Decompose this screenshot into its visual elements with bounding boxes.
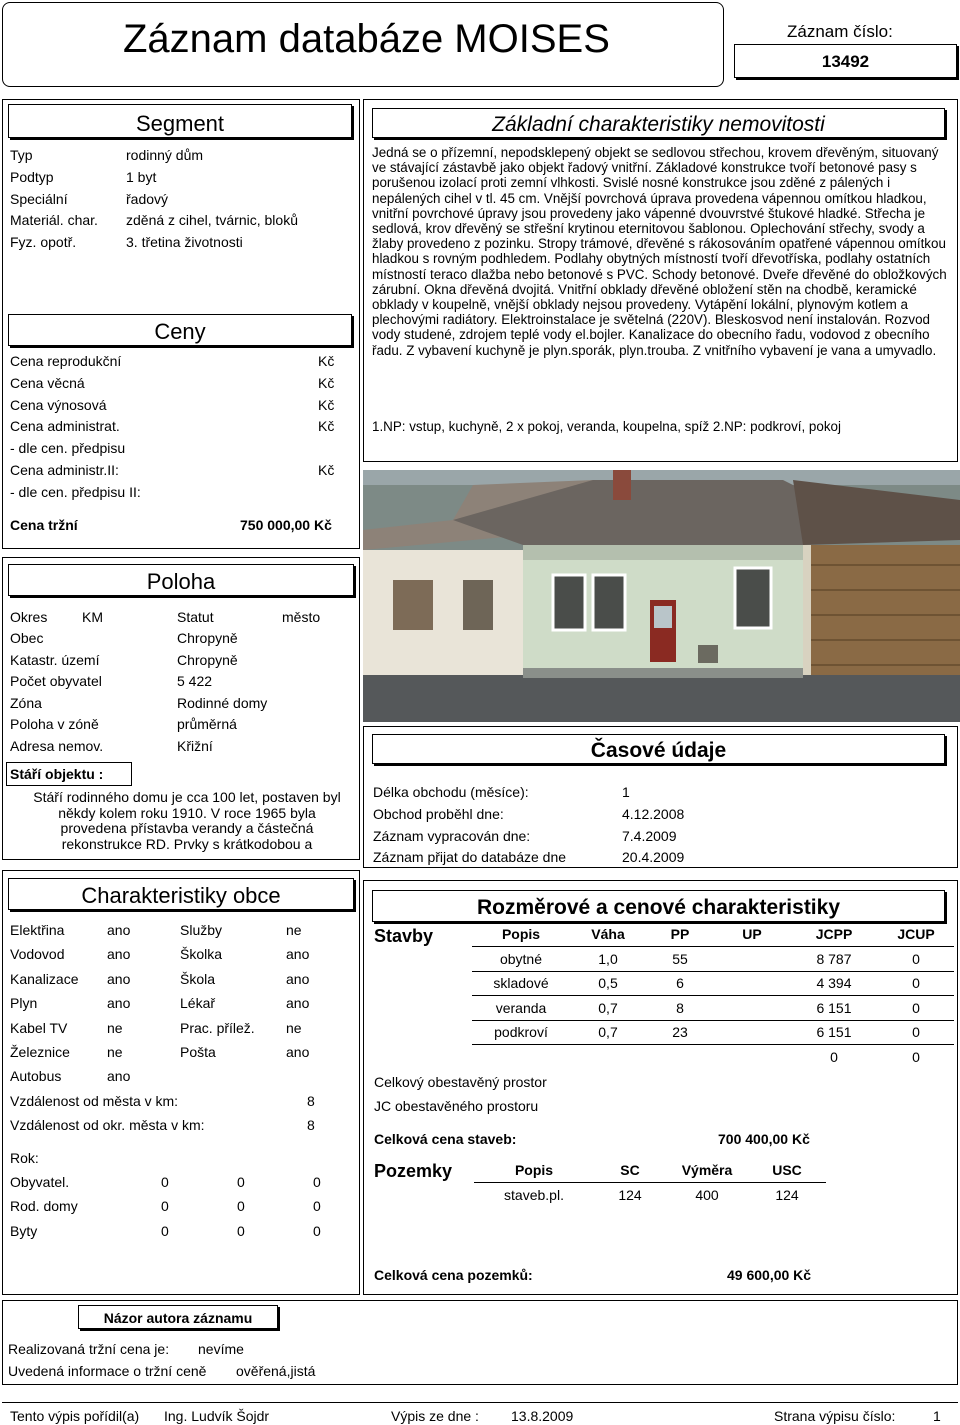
footer-page: 1	[933, 1408, 941, 1424]
price-row-label: Cena reprodukční	[10, 353, 122, 369]
price-row-label: Cena administr.II:	[10, 462, 119, 478]
stats-row-value: 0	[237, 1198, 245, 1215]
total-buildings-price-label: Celková cena staveb:	[374, 1131, 517, 1147]
table-cell: staveb.pl.	[474, 1183, 594, 1208]
price-info-value: ověřená,jistá	[236, 1363, 316, 1379]
segment-row-label: Fyz. opotř.	[10, 234, 77, 251]
age-text: Stáří rodinného domu je cca 100 let, postaven byl někdy kolem roku 1910. V roce 1965 byla provedena přístavba verandy a částečná rekonstrukce RD. Prvky s krátkodobou a	[33, 789, 341, 852]
buildings-table-header	[472, 922, 954, 947]
table-cell: 0,7	[570, 1020, 646, 1045]
price-row-currency: Kč	[318, 418, 335, 435]
table-header-cell: PP	[670, 926, 690, 942]
municipality-row-label: Škola	[180, 970, 216, 987]
table-cell: veranda	[472, 996, 570, 1021]
table-cell	[714, 996, 790, 1021]
table-row	[472, 971, 954, 996]
distance-district-value: 8	[307, 1117, 315, 1133]
record-label: Záznam číslo:	[787, 22, 893, 41]
stats-row-label: Byty	[10, 1222, 38, 1239]
time-row-value: 20.4.2009	[622, 849, 685, 866]
time-header	[372, 734, 945, 764]
municipality-row-label: Školka	[180, 946, 223, 963]
market-price-label: Cena tržní	[10, 517, 78, 533]
municipality-row-label: Lékař	[180, 995, 216, 1012]
table-cell: 0	[878, 996, 954, 1021]
time-row-label: Záznam vypracován dne:	[373, 827, 531, 844]
table-cell: podkroví	[472, 1020, 570, 1045]
segment-row-value: 3. třetina životnosti	[126, 234, 243, 251]
price-row-label: Cena administrat.	[10, 418, 120, 435]
plots-table	[474, 1158, 826, 1207]
table-row	[474, 1183, 826, 1208]
table-cell	[714, 1045, 790, 1070]
table-cell: 124	[748, 1183, 826, 1208]
basic-characteristics-header	[372, 108, 945, 138]
price-row-label: - dle cen. předpisu II:	[10, 483, 141, 500]
table-cell: 0	[878, 971, 954, 996]
table-header-cell: Váha	[591, 926, 625, 942]
stats-row-value: 0	[161, 1222, 169, 1239]
table-row	[472, 947, 954, 972]
dimensions-header	[372, 890, 945, 922]
municipality-row-label: Železnice	[10, 1044, 70, 1060]
plots-label: Pozemky	[374, 1161, 453, 1181]
table-header-cell: Popis	[501, 926, 541, 942]
table-cell: 8	[646, 996, 714, 1021]
time-row-label: Délka obchodu (měsíce):	[373, 784, 529, 800]
basic-characteristics-floors: 1.NP: vstup, kuchyně, 2 x pokoj, veranda, koupelna, spíž 2.NP: podkroví, pokoj	[372, 419, 841, 434]
market-price-value: 750 000,00 Kč	[240, 517, 332, 533]
buildings-table	[472, 922, 954, 1069]
table-row	[472, 1045, 954, 1070]
plots-table-header	[474, 1158, 826, 1183]
stats-row-value: 0	[161, 1198, 169, 1215]
ceny-header	[8, 314, 352, 346]
age-label: Stáří objektu :	[10, 766, 104, 782]
municipality-header	[8, 878, 354, 910]
table-cell: 8 787	[790, 947, 878, 972]
distance-town-value: 8	[307, 1093, 315, 1109]
table-header-cell: JCUP	[897, 926, 935, 942]
status-value: město	[282, 609, 321, 625]
price-row-label: - dle cen. předpisu	[10, 440, 126, 457]
segment-row-label: Podtyp	[10, 168, 54, 185]
realized-price-label: Realizovaná tržní cena je:	[8, 1341, 170, 1357]
property-photo	[363, 470, 960, 722]
table-cell: 4 394	[790, 971, 878, 996]
location-row-label: Počet obyvatel	[10, 673, 102, 690]
page-title: Záznam databáze MOISES	[123, 17, 610, 61]
table-cell: 0	[790, 1045, 878, 1070]
price-row-currency: Kč	[318, 353, 335, 369]
municipality-row-value: ne	[286, 1019, 302, 1036]
municipality-row-value: ne	[107, 1019, 123, 1036]
segment-row-label: Materiál. char.	[10, 212, 98, 229]
table-cell	[472, 1045, 570, 1070]
unit-price-volume-label: JC obestavěného prostoru	[374, 1098, 539, 1114]
table-header-cell: SC	[620, 1162, 640, 1178]
table-row	[472, 1020, 954, 1045]
location-row-value: Rodinné domy	[177, 694, 268, 711]
footer-author: Ing. Ludvík Šojdr	[164, 1408, 270, 1424]
municipality-row-value: ano	[286, 970, 310, 987]
footer-date: 13.8.2009	[511, 1408, 574, 1424]
segment-row-label: Typ	[10, 147, 33, 163]
time-row-label: Záznam přijat do databáze dne	[373, 849, 567, 866]
municipality-row-value: ne	[286, 922, 302, 938]
municipality-row-value: ano	[107, 946, 131, 963]
title-box	[2, 2, 724, 87]
stats-row-value: 0	[237, 1222, 245, 1239]
table-cell: 55	[646, 947, 714, 972]
footer-author-label: Tento výpis pořídil(a)	[10, 1408, 140, 1424]
municipality-row-label: Elektřina	[10, 922, 65, 938]
stats-row-value: 0	[237, 1174, 245, 1190]
segment-row-value: rodinný dům	[126, 147, 204, 163]
footer-date-label: Výpis ze dne :	[391, 1408, 479, 1424]
record-number-box	[734, 44, 957, 78]
location-row-value: 5 422	[177, 673, 213, 690]
location-row-value: Křižní	[177, 738, 213, 754]
year-label: Rok:	[10, 1150, 39, 1166]
table-header-cell: UP	[742, 926, 762, 942]
time-row-value: 7.4.2009	[622, 827, 677, 844]
table-cell: 124	[594, 1183, 666, 1208]
table-cell: 0,5	[570, 971, 646, 996]
table-cell: skladové	[472, 971, 570, 996]
table-cell: 6 151	[790, 1020, 878, 1045]
price-row-label: Cena věcná	[10, 374, 85, 391]
time-row-value: 4.12.2008	[622, 805, 685, 822]
stats-row-value: 0	[313, 1198, 321, 1215]
municipality-row-value: ano	[286, 1044, 310, 1060]
municipality-row-label: Autobus	[10, 1068, 62, 1085]
status-label: Statut	[177, 609, 214, 625]
table-cell: 6	[646, 971, 714, 996]
opinion-header	[78, 1305, 278, 1329]
stats-row-value: 0	[313, 1222, 321, 1239]
location-row-label: Poloha v zóně	[10, 716, 99, 733]
municipality-row-label: Vodovod	[10, 946, 65, 963]
district-label: Okres	[10, 609, 48, 625]
location-row-label: Adresa nemov.	[10, 738, 104, 754]
municipality-row-value: ano	[107, 970, 131, 987]
distance-town-label: Vzdálenost od města v km:	[10, 1093, 179, 1109]
total-volume-label: Celkový obestavěný prostor	[374, 1074, 547, 1090]
footer-page-label: Strana výpisu číslo:	[774, 1408, 896, 1424]
stats-row-value: 0	[161, 1174, 169, 1190]
municipality-row-value: ano	[286, 946, 310, 963]
opinion-title: Názor autora záznamu	[103, 1310, 253, 1326]
price-info-label: Uvedená informace o tržní ceně	[8, 1363, 207, 1379]
table-row	[472, 996, 954, 1021]
table-cell: 0	[878, 1020, 954, 1045]
table-header-cell: Výměra	[681, 1162, 733, 1178]
table-cell: 400	[666, 1183, 748, 1208]
municipality-row-value: ne	[107, 1044, 123, 1060]
segment-row-label: Speciální	[10, 190, 68, 207]
price-row-currency: Kč	[318, 396, 335, 413]
municipality-row-label: Služby	[180, 922, 223, 938]
table-cell: 0	[878, 947, 954, 972]
municipality-row-label: Prac. přílež.	[180, 1019, 255, 1036]
municipality-title: Charakteristiky obce	[81, 883, 281, 908]
location-row-value: Chropyně	[177, 651, 238, 668]
table-cell: 6 151	[790, 996, 878, 1021]
house-photo-svg	[363, 470, 960, 722]
stats-row-label: Obyvatel.	[10, 1174, 70, 1190]
municipality-row-label: Pošta	[180, 1044, 216, 1060]
realized-price-value: nevíme	[198, 1341, 244, 1357]
location-row-label: Zóna	[10, 694, 42, 711]
time-title: Časové údaje	[590, 739, 727, 762]
table-cell	[714, 947, 790, 972]
table-header-cell: Popis	[514, 1162, 554, 1178]
table-cell	[646, 1045, 714, 1070]
time-row-value: 1	[622, 784, 630, 800]
table-cell: 0,7	[570, 996, 646, 1021]
segment-row-value: 1 byt	[126, 168, 157, 185]
location-row-value: Chropyně	[177, 630, 238, 646]
location-row-label: Katastr. území	[10, 651, 100, 668]
segment-row-value: zděná z cihel, tvárnic, bloků	[126, 212, 298, 229]
table-header-cell: USC	[772, 1162, 802, 1178]
stats-row-label: Rod. domy	[10, 1198, 78, 1215]
dimensions-title: Rozměrové a cenové charakteristiky	[476, 896, 841, 919]
price-row-label: Cena výnosová	[10, 396, 107, 413]
ceny-title: Ceny	[154, 319, 206, 344]
price-row-currency: Kč	[318, 462, 335, 478]
age-label-box	[6, 762, 132, 786]
table-cell	[714, 1020, 790, 1045]
district-value: KM	[82, 609, 103, 625]
stats-row-value: 0	[313, 1174, 321, 1190]
municipality-row-label: Kabel TV	[10, 1019, 68, 1036]
municipality-row-value: ano	[286, 995, 310, 1012]
total-plots-price-label: Celková cena pozemků:	[374, 1267, 533, 1283]
table-cell: 0	[878, 1045, 954, 1070]
segment-row-value: řadový	[126, 190, 169, 207]
location-title: Poloha	[146, 569, 216, 594]
table-cell: obytné	[472, 947, 570, 972]
price-row-currency: Kč	[318, 374, 335, 391]
table-cell: 23	[646, 1020, 714, 1045]
municipality-row-value: ano	[107, 922, 131, 938]
location-row-label: Obec	[10, 630, 44, 646]
table-cell	[714, 971, 790, 996]
footer-line	[2, 1402, 958, 1403]
segment-header	[8, 104, 352, 138]
location-header	[8, 564, 354, 596]
total-buildings-price-value: 700 400,00 Kč	[718, 1131, 810, 1147]
location-row-value: průměrná	[177, 716, 237, 733]
table-cell	[570, 1045, 646, 1070]
municipality-row-value: ano	[107, 995, 131, 1012]
record-number: 13492	[821, 52, 870, 71]
total-plots-price-value: 49 600,00 Kč	[727, 1267, 812, 1283]
table-header-cell: JCPP	[815, 926, 853, 942]
time-row-label: Obchod proběhl dne:	[373, 805, 504, 822]
buildings-label: Stavby	[374, 926, 434, 946]
municipality-row-label: Kanalizace	[10, 970, 79, 987]
distance-district-label: Vzdálenost od okr. města v km:	[10, 1117, 205, 1133]
basic-characteristics-text: Jedná se o přízemní, nepodsklepený objekt se sedlovou střechou, krovem dřevěným, situovaný ve stávající zástavbě jako objekt řadový vnitřní. Základové konstrukce tvoří betonové pasy s porušenou izolací proti zemní vlhkosti. Svislé nosné konstrukce jsou zděné z pálených i nepálených cihel v tl. 45 cm. Vnější povrchová úprava provedena vápennou omítkou hladkou, vnitřní povrchové úpravy jsou provedeny jako vápenné dvouvrstvé štukové hladké. Střecha je sedlová, krov dřevěný se střešní krytinou eternitovou šablonou. Oplechování střechy, svody a žlaby provedeno z pozinku. Stropy trámové, dřevěné s rákosováním opatřené vápennou omítkou hladkou s rovným podhledem. Podlahy obytných místností tvoří dřevotříska, podlahy ostatních místností teraco dlažba nebo betonové s PVC. Schody betonové. Dveře dřevěné do obložkových zárubní. Okna dřevěná dvojitá. Vnitřní obklady dřevěné obložení stěn na chodbě, keramické obklady v koupelně, vnější obklady nejsou provedeny. Vytápění lokální, plynovým kotlem a plechovými radiátory. Elektroinstalace je světelná (220V). Bleskosvod není instalován. Rozvod vody studené, zdrojem teplé vody el.bojler. Kanalizace do obecního řadu, vodovod z obecního řadu. Z vybavení kuchyně je plyn.sporák, plyn.trouba. Z vnitřního vybavení je vana a umyvadlo.	[372, 145, 947, 358]
municipality-row-value: ano	[107, 1068, 131, 1085]
municipality-row-label: Plyn	[10, 995, 38, 1012]
segment-title: Segment	[135, 111, 225, 136]
table-cell: 1,0	[570, 947, 646, 972]
basic-characteristics-title: Základní charakteristiky nemovitosti	[492, 113, 825, 136]
